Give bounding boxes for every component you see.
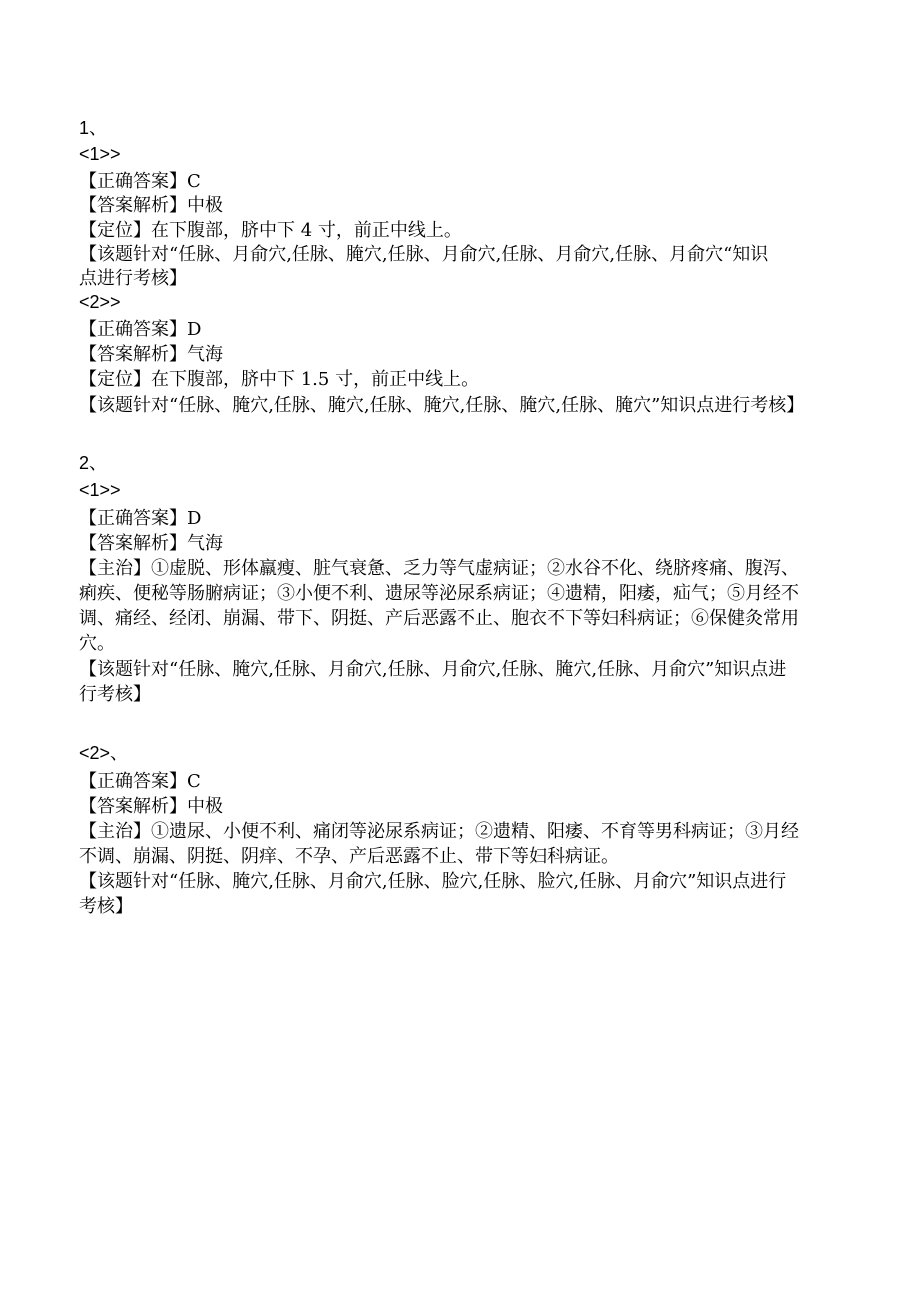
treatment-text-cont: 痢疾、便秘等肠腑病证；③小便不利、遗尿等泌尿系病证；④遗精，阳痿，疝气；⑤月经不: [79, 583, 799, 604]
focus-text-cont: 行考核】: [79, 684, 151, 705]
sub-question-label: <1>>: [79, 144, 121, 164]
sub-question-label: <2>、: [79, 743, 129, 763]
focus-text: 【该题针对“任脉、月俞穴,任脉、腌穴,任脉、月俞穴,任脉、月俞穴,任脉、月俞穴“知识: [79, 244, 769, 265]
question-number: 2、: [79, 453, 108, 473]
correct-answer: 【正确答案】C: [79, 771, 201, 792]
sub-question-label: <2>>: [79, 292, 121, 312]
correct-answer: 【正确答案】C: [79, 171, 201, 192]
answer-analysis: 【答案解析】气海: [79, 533, 223, 554]
correct-answer: 【正确答案】D: [79, 508, 202, 529]
answer-analysis: 【答案解析】中极: [79, 195, 223, 216]
location-text: 【定位】在下腹部，脐中下 1.5 寸，前正中线上。: [79, 369, 480, 390]
focus-text: 【该题针对“任脉、腌穴,任脉、腌穴,任脉、腌穴,任脉、腌穴,任脉、腌穴”知识点进行考核】: [79, 395, 805, 416]
focus-text: 【该题针对“任脉、腌穴,任脉、月俞穴,任脉、月俞穴,任脉、腌穴,任脉、月俞穴”知识点进: [79, 659, 787, 680]
correct-answer: 【正确答案】D: [79, 319, 202, 340]
treatment-text-cont: 调、痛经、经闭、崩漏、带下、阴挺、产后恶露不止、胞衣不下等妇科病证；⑥保健灸常用: [79, 608, 799, 629]
sub-question-label: <1>>: [79, 480, 121, 500]
focus-text-cont: 考核】: [79, 896, 133, 917]
question-number: 1、: [79, 118, 108, 138]
treatment-text-cont: 不调、崩漏、阴挺、阴痒、不孕、产后恶露不止、带下等妇科病证。: [79, 846, 619, 867]
focus-text: 【该题针对“任脉、腌穴,任脉、月俞穴,任脉、脸穴,任脉、脸穴,任脉、月俞穴”知识点进行: [79, 871, 787, 892]
location-text: 【定位】在下腹部，脐中下 4 寸，前正中线上。: [79, 220, 462, 241]
treatment-text-cont: 穴。: [79, 633, 115, 654]
focus-text-cont: 点进行考核】: [79, 268, 187, 289]
answer-analysis: 【答案解析】中极: [79, 796, 223, 817]
answer-analysis: 【答案解析】气海: [79, 344, 223, 365]
treatment-text: 【主治】①虚脱、形体羸瘦、脏气衰惫、乏力等气虚病证；②水谷不化、绕脐疼痛、腹泻、: [79, 558, 799, 579]
treatment-text: 【主治】①遗尿、小便不利、痛闭等泌尿系病证；②遗精、阳痿、不育等男科病证；③月经: [79, 821, 799, 842]
